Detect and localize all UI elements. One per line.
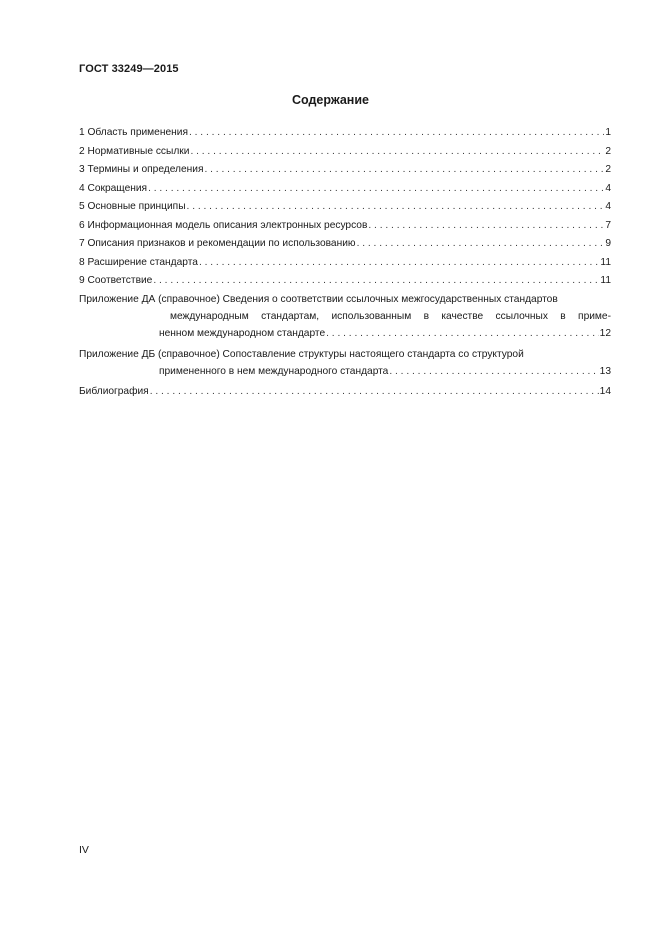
- toc-item-page: 7: [605, 219, 611, 231]
- toc-item-page: 11: [600, 275, 611, 286]
- dot-leader: [204, 161, 604, 180]
- toc-item-bibliography[interactable]: [79, 383, 611, 402]
- dot-leader: [148, 180, 604, 199]
- toc-item-appendix-db[interactable]: [79, 346, 611, 380]
- toc-item-label: 3 Термины и определения: [79, 164, 204, 175]
- toc-item-appendix-da[interactable]: [79, 291, 611, 342]
- dot-leader: [190, 143, 604, 162]
- toc-item-terms[interactable]: [79, 161, 611, 180]
- toc-item-extension[interactable]: [79, 254, 611, 273]
- toc-item-page: 2: [605, 164, 611, 175]
- appendix-db-page: 13: [599, 365, 611, 377]
- toc-item-page: 9: [605, 238, 611, 249]
- table-of-contents: [79, 124, 611, 401]
- standard-code-header: ГОСТ 33249—2015: [79, 63, 179, 75]
- dot-leader: [153, 272, 599, 291]
- dot-leader: [389, 363, 598, 380]
- toc-item-label: Библиография: [79, 385, 149, 397]
- appendix-db-line-2: примененного в нем международного стандарта: [159, 365, 389, 377]
- dot-leader: [326, 325, 599, 342]
- appendix-da-line-3: ненном международном стандарте: [159, 327, 326, 339]
- toc-item-label: 5 Основные принципы: [79, 201, 186, 212]
- toc-item-page: 14: [599, 385, 611, 397]
- toc-item-scope[interactable]: [79, 124, 611, 143]
- toc-item-page: 1: [605, 127, 611, 138]
- toc-item-label: 8 Расширение стандарта: [79, 256, 198, 268]
- appendix-db-last-line: [79, 363, 611, 380]
- toc-item-abbreviations[interactable]: [79, 180, 611, 199]
- toc-title: Содержание: [291, 93, 369, 107]
- appendix-da-line-2: международным стандартам, использованным в качестве ссылочных в приме-: [170, 310, 611, 322]
- toc-item-descriptions[interactable]: [79, 235, 611, 254]
- toc-item-label: 1 Область применения: [79, 127, 188, 138]
- toc-item-page: 11: [600, 256, 611, 268]
- toc-item-label: 4 Сокращения: [79, 182, 148, 194]
- dot-leader: [357, 235, 605, 254]
- appendix-db-line-1: Приложение ДБ (справочное) Сопоставление структуры настоящего стандарта со структурой: [79, 348, 524, 360]
- dot-leader: [187, 198, 605, 217]
- appendix-da-page: 12: [599, 327, 611, 339]
- appendix-da-line-1: Приложение ДА (справочное) Сведения о соответствии ссылочных межгосударственных стандартов: [79, 293, 558, 305]
- toc-item-normative-references[interactable]: [79, 143, 611, 162]
- toc-item-label: 6 Информационная модель описания электронных ресурсов: [79, 219, 368, 231]
- toc-item-conformance[interactable]: [79, 272, 611, 291]
- toc-item-page: 4: [605, 182, 611, 194]
- dot-leader: [189, 124, 604, 143]
- appendix-da-last-line: [79, 325, 611, 342]
- dot-leader: [368, 217, 604, 236]
- toc-item-page: 2: [605, 145, 611, 157]
- toc-item-page: 4: [605, 201, 611, 212]
- dot-leader: [199, 254, 599, 273]
- page-number: IV: [79, 844, 89, 856]
- toc-item-label: 9 Соответствие: [79, 275, 153, 286]
- dot-leader: [150, 383, 599, 402]
- toc-item-principles[interactable]: [79, 198, 611, 217]
- toc-item-information-model[interactable]: [79, 217, 611, 236]
- toc-item-label: 2 Нормативные ссылки: [79, 145, 190, 157]
- toc-item-label: 7 Описания признаков и рекомендации по использованию: [79, 238, 356, 249]
